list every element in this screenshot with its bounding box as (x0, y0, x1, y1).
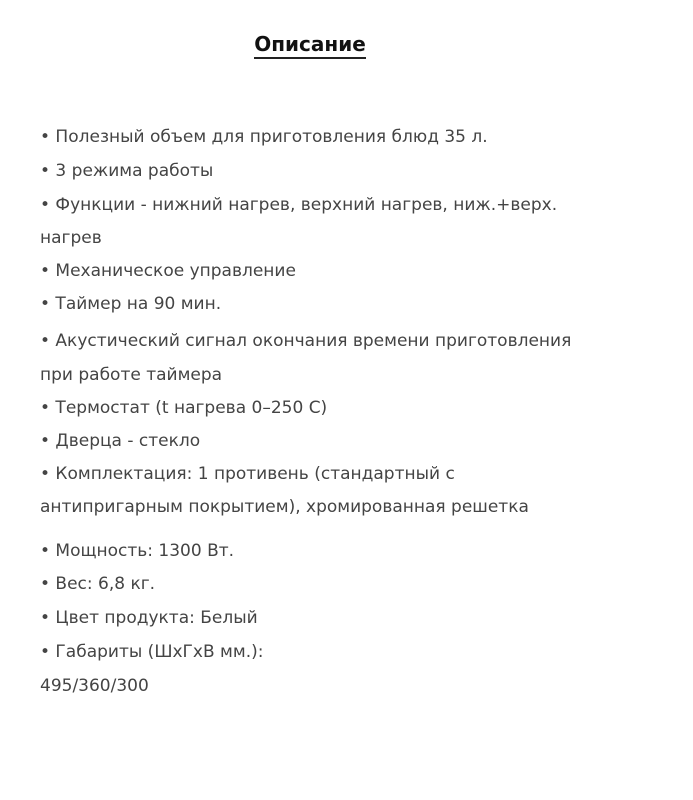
page-title (0, 32, 620, 59)
spec-line-power: • Мощность: 1300 Вт. (40, 541, 235, 561)
spec-line-thermostat: • Термостат (t нагрева 0–250 C) (40, 398, 328, 418)
spec-line-control: • Механическое управление (40, 261, 296, 281)
spec-line-functions-cont: нагрев (40, 228, 102, 248)
spec-line-signal: • Акустический сигнал окончания времени приготовления (40, 331, 572, 351)
spec-line-functions: • Функции - нижний нагрев, верхний нагрев, ниж.+верх. (40, 195, 558, 215)
spec-line-package-cont: антипригарным покрытием), хромированная решетка (40, 497, 529, 517)
spec-line-color: • Цвет продукта: Белый (40, 608, 258, 628)
spec-line-package: • Комплектация: 1 противень (стандартный с (40, 464, 455, 484)
spec-line-volume: • Полезный объем для приготовления блюд 35 л. (40, 127, 488, 147)
spec-line-modes: • 3 режима работы (40, 161, 214, 181)
spec-line-weight: • Вес: 6,8 кг. (40, 574, 156, 594)
spec-line-timer: • Таймер на 90 мин. (40, 294, 222, 314)
page-title-text: Описание (254, 32, 366, 59)
spec-line-dimensions-value: 495/360/300 (40, 676, 149, 696)
spec-line-door: • Дверца - стекло (40, 431, 201, 451)
spec-line-dimensions: • Габариты (ШхГхВ мм.): (40, 642, 264, 662)
spec-line-signal-cont: при работе таймера (40, 365, 223, 385)
